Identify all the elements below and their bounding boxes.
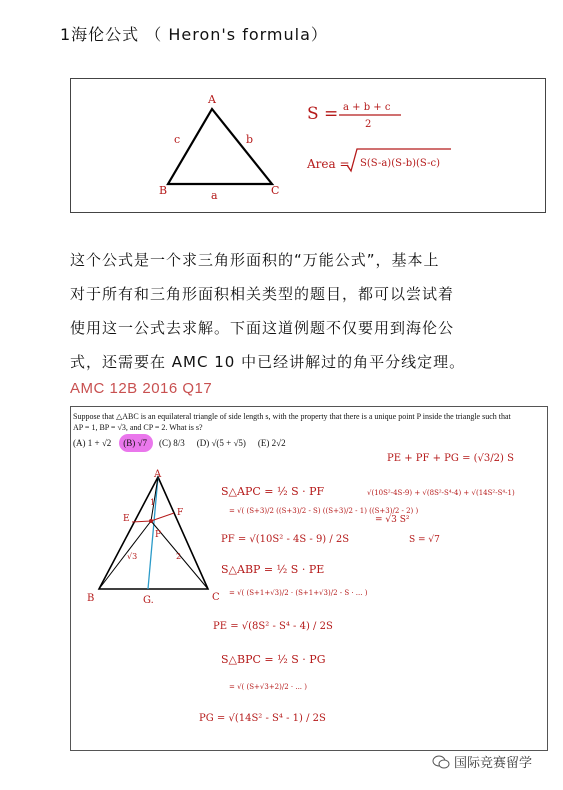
formula-area-radicand: S(S-a)(S-b)(S-c) bbox=[360, 158, 441, 169]
formula-s-numerator: a + b + c bbox=[343, 102, 391, 113]
diagram-label: 2 bbox=[176, 552, 182, 561]
diagram-label: √3 bbox=[127, 552, 138, 561]
solution-step: S△APC = ½ S · PF bbox=[221, 485, 325, 498]
formula-area-lhs: Area = bbox=[307, 157, 350, 171]
solution-step: = √( (S+1+√3)/2 · (S+1+√3)/2 - S · ... ) bbox=[229, 589, 368, 597]
diagram-label: 1 bbox=[150, 498, 156, 507]
formula-s-lhs: S = bbox=[307, 104, 339, 124]
equilateral-diagram bbox=[81, 469, 231, 619]
paragraph-line: 式，还需要在 AMC 10 中已经讲解过的角平分线定理。 bbox=[70, 353, 466, 371]
solution-step: √(10S²-4S-9) + √(8S²-S⁴-4) + √(14S²-S⁴-1) bbox=[367, 489, 515, 497]
solution-step: PG = √(14S² - S⁴ - 1) / 2S bbox=[199, 713, 326, 724]
segment-bp bbox=[99, 521, 151, 589]
solution-step: S△BPC = ½ S · PG bbox=[221, 653, 326, 666]
heron-figure bbox=[70, 78, 546, 213]
solution-step: S△ABP = ½ S · PE bbox=[221, 563, 325, 576]
solution-step: PF = √(10S² - 4S - 9) / 2S bbox=[221, 534, 350, 545]
problem-line-2: AP = 1, BP = √3, and CP = 2. What is s? bbox=[73, 423, 203, 432]
choice-a: (A) 1 + √2 bbox=[73, 438, 112, 448]
solution-step: = √( (S+3)/2 ((S+3)/2 - S) ((S+3)/2 - 1) ((S+3)/2 - 2) ) bbox=[229, 507, 419, 515]
triangle-abc bbox=[168, 109, 272, 184]
problem-line-1: Suppose that △ABC is an equilateral triangle of side length s, with the property that there is a unique point P inside the triangle such that bbox=[73, 412, 511, 421]
choice-b: (B) √7 bbox=[123, 438, 147, 448]
paragraph-line: 使用这一公式去求解。下面这道例题不仅要用到海伦公 bbox=[70, 319, 455, 337]
choice-e: (E) 2√2 bbox=[257, 438, 286, 448]
side-c-label: c bbox=[174, 133, 181, 146]
diagram-label: B bbox=[87, 593, 95, 604]
diagram-label: F bbox=[177, 508, 184, 518]
problem-figure bbox=[70, 406, 548, 751]
source-label: 国际竞赛留学 bbox=[454, 756, 533, 771]
solution-step: S = √7 bbox=[409, 535, 440, 545]
diagram-label: P bbox=[155, 530, 162, 540]
heron-diagram bbox=[71, 79, 547, 214]
diagram-label: E bbox=[123, 514, 130, 524]
vertex-c-label: C bbox=[271, 184, 280, 197]
answer-choices bbox=[73, 438, 286, 448]
point-p bbox=[149, 519, 153, 523]
solution-step: = √( (S+√3+2)/2 · ... ) bbox=[229, 683, 307, 691]
diagram-label: G. bbox=[143, 595, 154, 606]
vertex-a-label: A bbox=[208, 93, 216, 106]
side-b-label: b bbox=[246, 133, 254, 146]
example-heading: AMC 12B 2016 Q17 bbox=[70, 380, 213, 397]
formula-s-denominator: 2 bbox=[365, 119, 372, 130]
choice-d: (D) √(5 + √5) bbox=[196, 438, 246, 448]
solution-step: = √3 S² bbox=[375, 515, 410, 525]
explanation-paragraph bbox=[70, 243, 500, 379]
solution-step: PE + PF + PG = (√3/2) S bbox=[387, 453, 514, 464]
source-footer bbox=[432, 752, 532, 771]
section-title: 1海伦公式 （ Heron's formula） bbox=[60, 25, 328, 44]
wechat-icon bbox=[432, 755, 450, 769]
problem-statement bbox=[73, 411, 543, 433]
paragraph-line: 这个公式是一个求三角形面积的“万能公式”，基本上 bbox=[70, 251, 440, 269]
solution-step: PE = √(8S² - S⁴ - 4) / 2S bbox=[213, 621, 333, 632]
diagram-label: A bbox=[154, 469, 162, 480]
choice-c: (C) 8/3 bbox=[158, 438, 185, 448]
paragraph-line: 对于所有和三角形面积相关类型的题目，都可以尝试着 bbox=[70, 285, 455, 303]
diagram-label: C bbox=[212, 592, 220, 603]
vertex-b-label: B bbox=[159, 184, 168, 197]
side-a-label: a bbox=[211, 189, 218, 202]
